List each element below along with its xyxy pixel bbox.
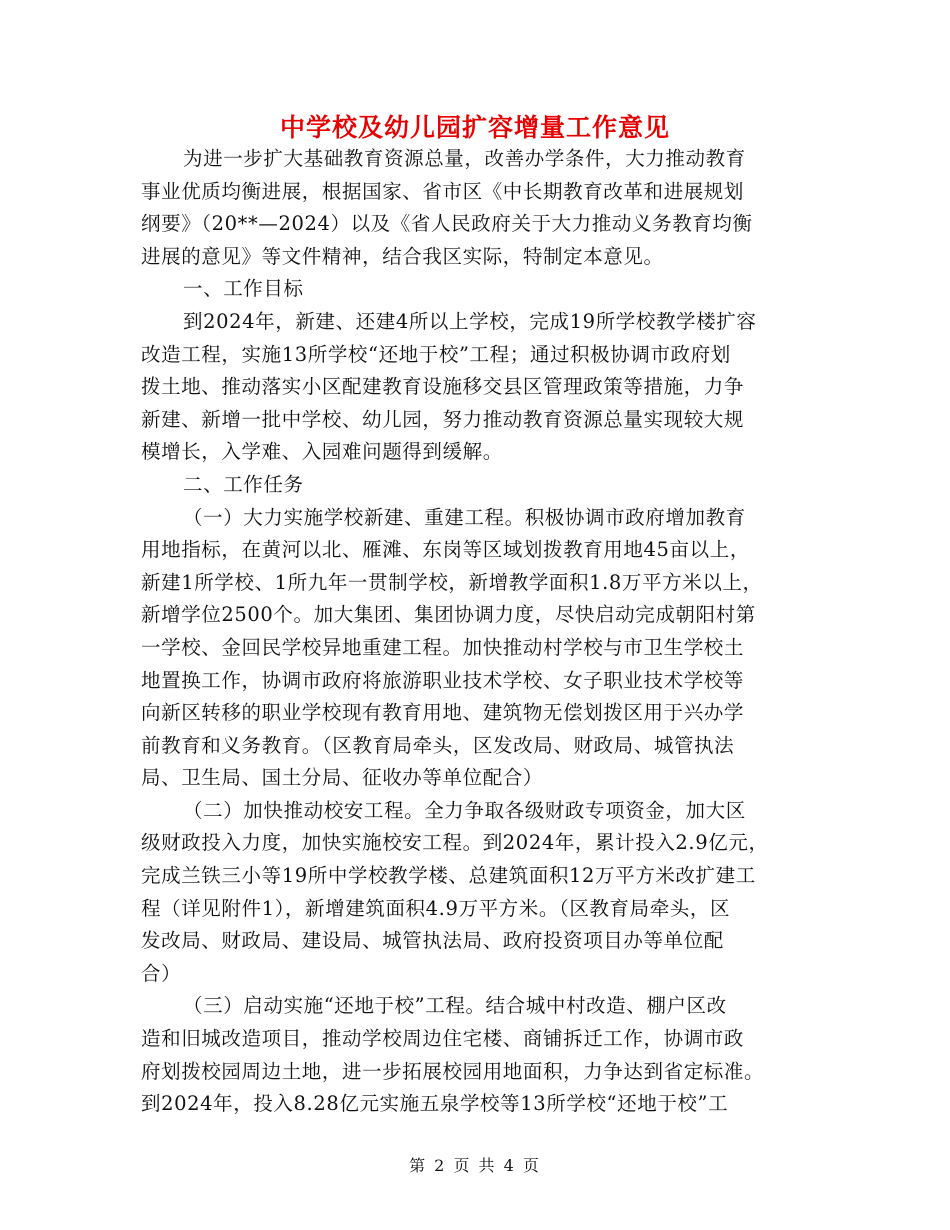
paragraph-line: 向新区转移的职业学校现有教育用地、建筑物无偿划拨区用于兴办学 (141, 701, 745, 725)
paragraph-line: 到2024年，新建、还建4所以上学校，完成19所学校教学楼扩容 (183, 309, 757, 333)
paragraph-line: 前教育和义务教育。（区教育局牵头，区发改局、财政局、城管执法 (141, 733, 735, 757)
paragraph-line: 一学校、金回民学校异地重建工程。加快推动村学校与市卫生学校土 (141, 635, 745, 659)
paragraph-line: （三）启动实施“还地于校”工程。结合城中村改造、棚户区改 (183, 994, 727, 1018)
document-body (141, 143, 809, 1121)
paragraph-line: 事业优质均衡进展，根据国家、省市区《中长期教育改革和进展规划 (141, 179, 745, 203)
paragraph-line: 级财政投入力度，加快实施校安工程。到2024年，累计投入2.9亿元， (141, 831, 769, 855)
paragraph-line: 进展的意见》等文件精神，结合我区实际，特制定本意见。 (141, 244, 664, 268)
paragraph-line: 造和旧城改造项目，推动学校周边住宅楼、商铺拆迁工作，协调市政 (141, 1027, 745, 1051)
paragraph-line: 发改局、财政局、建设局、城管执法局、政府投资项目办等单位配 (141, 929, 724, 953)
paragraph-line: （一）大力实施学校新建、重建工程。积极协调市政府增加教育 (183, 505, 746, 529)
paragraph-line: 地置换工作，协调市政府将旅游职业技术学校、女子职业技术学校等 (141, 668, 745, 692)
paragraph-line: 新增学位2500个。加大集团、集团协调力度，尽快启动完成朝阳村第 (141, 603, 756, 627)
paragraph-line: 新建、新增一批中学校、幼儿园，努力推动教育资源总量实现较大规 (141, 407, 745, 431)
section-heading: 一、工作目标 (183, 277, 304, 301)
paragraph-line: 为进一步扩大基础教育资源总量，改善办学条件，大力推动教育 (183, 147, 746, 170)
paragraph-line: 纲要》（20**—2024）以及《省人民政府关于大力推动义务教育均衡 (141, 212, 753, 236)
paragraph-line: 到2024年，投入8.28亿元实施五泉学校等13所学校“还地于校”工 (141, 1092, 729, 1116)
paragraph-line: 合） (141, 961, 182, 985)
paragraph-line: 府划拨校园周边土地，进一步拓展校园用地面积，力争达到省定标准。 (141, 1059, 765, 1083)
paragraph-line: （二）加快推动校安工程。全力争取各级财政专项资金，加大区 (183, 798, 746, 822)
paragraph-line: 程（详见附件1），新增建筑面积4.9万平方米。（区教育局牵头，区 (141, 896, 731, 920)
paragraph-line: 改造工程，实施13所学校“还地于校”工程；通过积极协调市政府划 (141, 342, 731, 366)
document-title: 中学校及幼儿园扩容增量工作意见 (279, 113, 670, 142)
page-number: 第 2 页 共 4 页 (409, 1156, 541, 1175)
paragraph-line: 拨土地、推动落实小区配建教育设施移交县区管理政策等措施，力争 (141, 375, 745, 399)
paragraph-line: 模增长，入学难、入园难问题得到缓解。 (141, 440, 503, 464)
paragraph-line: 完成兰铁三小等19所中学校教学楼、总建筑面积12万平方米改扩建工 (141, 864, 756, 888)
paragraph-line: 局、卫生局、国土分局、征收办等单位配合） (141, 766, 544, 790)
paragraph-line: 用地指标，在黄河以北、雁滩、东岗等区域划拨教育用地45亩以上， (141, 538, 750, 562)
section-heading: 二、工作任务 (183, 472, 304, 496)
paragraph-line: 新建1所学校、1所九年一贯制学校，新增教学面积1.8万平方米以上， (141, 570, 763, 594)
